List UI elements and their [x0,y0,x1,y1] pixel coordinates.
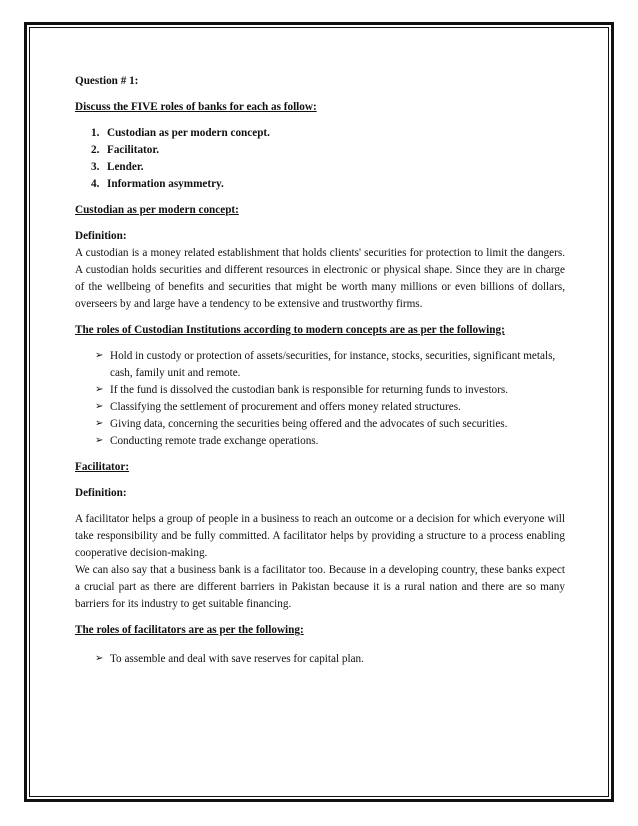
document-body [75,73,565,668]
facilitator-definition-label: Definition: [75,487,127,500]
list-item: ➢ If the fund is dissolved the custodian bank is responsible for returning funds to investors. [95,384,509,397]
list-item: 1. Custodian as per modern concept. [91,127,270,140]
facilitator-paragraph-1: A facilitator helps a group of people in a business to reach an outcome or a decision for which everyone will take responsibility and be fully committed. A facilitator helps by providing a structure to a process enabling cooperative decision-making. [75,513,565,560]
custodian-roles-list [75,348,565,450]
list-item: ➢ Classifying the settlement of procurement and offers money related structures. [95,401,461,414]
question-heading: Question # 1: [75,75,139,87]
list-item: ➢ Hold in custody or protection of assets/securities, for instance, stocks, securities, significant metals, cash, family unit and remote. [95,350,556,380]
custodian-heading: Custodian as per modern concept: [75,204,239,217]
arrow-bullet-icon: ➢ [95,401,104,413]
arrow-bullet-icon: ➢ [95,418,104,430]
arrow-bullet-icon: ➢ [95,653,104,665]
arrow-bullet-icon: ➢ [95,350,104,362]
list-item: 2. Facilitator. [91,144,160,157]
arrow-bullet-icon: ➢ [95,384,104,396]
list-item: ➢ To assemble and deal with save reserves for capital plan. [95,653,364,666]
custodian-definition-label: Definition: [75,230,127,243]
list-item: 3. Lender. [91,161,144,174]
arrow-bullet-icon: ➢ [95,435,104,447]
roles-numbered-list [75,125,565,193]
question-prompt: Discuss the FIVE roles of banks for each as follow: [75,101,317,114]
facilitator-roles-list [75,651,565,668]
facilitator-paragraph-2: We can also say that a business bank is a facilitator too. Because in a developing country, these banks expect a crucial part as there are different barriers in Pakistan because it is a rural nation and there are so many barriers for its industry to get suitable financing. [75,564,565,611]
list-item: ➢ Conducting remote trade exchange operations. [95,435,319,448]
facilitator-heading: Facilitator: [75,461,130,474]
custodian-roles-heading: The roles of Custodian Institutions according to modern concepts are as per the following; [75,324,505,337]
custodian-definition-text: A custodian is a money related establishment that holds clients' securities for protection to limit the dangers. A custodian holds securities and different resources in electronic or physical shape. Since they are in charge of the wellbeing of benefits and securities that might be worth many millions or even billions of dollars, overseers by and large have a tendency to be extensive and trustworthy firms. [75,247,565,311]
list-item: 4. Information asymmetry. [91,178,224,191]
facilitator-roles-heading: The roles of facilitators are as per the following: [75,624,304,637]
list-item: ➢ Giving data, concerning the securities being offered and the advocates of such securities. [95,418,508,431]
